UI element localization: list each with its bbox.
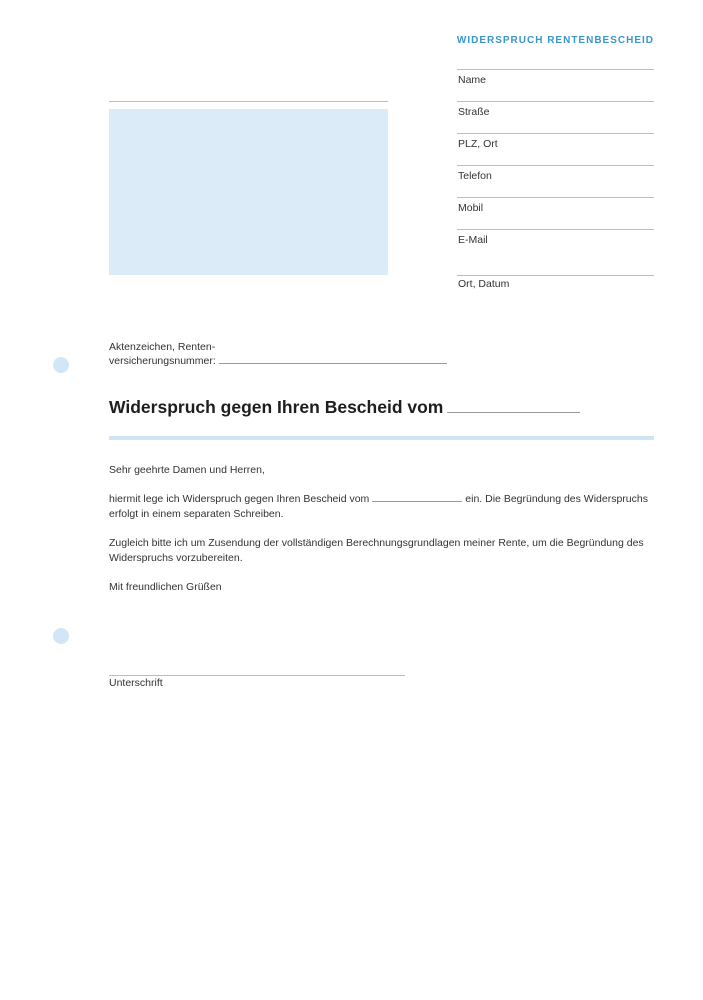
body-paragraph-2: Zugleich bitte ich um Zusendung der vollständigen Berechnungsgrundlagen meiner Rente, um die Begründung des Widerspruchs vorzubereiten. xyxy=(109,537,644,564)
sender-info-block xyxy=(457,69,654,261)
sender-phone-field[interactable] xyxy=(457,165,654,197)
sender-name-field[interactable] xyxy=(457,69,654,101)
document-type-label: WIDERSPRUCH RENTENBESCHEID xyxy=(456,35,654,46)
notice-date-blank[interactable] xyxy=(372,492,462,502)
sender-mobile-label: Mobil xyxy=(458,202,484,214)
title-date-blank[interactable] xyxy=(447,398,580,413)
letter-body xyxy=(109,463,654,609)
sender-street-label: Straße xyxy=(458,106,490,118)
body-paragraph-1 xyxy=(109,492,654,522)
sender-name-label: Name xyxy=(458,74,487,86)
signature-line[interactable] xyxy=(109,675,405,676)
letter-title xyxy=(109,397,580,418)
sender-mobile-field[interactable] xyxy=(457,197,654,229)
place-date-label: Ort, Datum xyxy=(458,278,510,290)
place-date-field[interactable] xyxy=(457,275,654,290)
reference-label-line2: versicherungsnummer: xyxy=(109,355,216,367)
letter-title-text: Widerspruch gegen Ihren Bescheid vom xyxy=(109,397,444,417)
para1-text-after: ein. Die Begründung des Widerspruchs erfolgt in einem separaten Schreiben. xyxy=(109,493,648,520)
sender-phone-label: Telefon xyxy=(458,170,492,182)
recipient-address-window xyxy=(109,109,388,275)
punch-hole-marker-bottom xyxy=(53,628,69,644)
salutation: Sehr geehrte Damen und Herren, xyxy=(109,464,265,476)
para1-text-before: hiermit lege ich Widerspruch gegen Ihren Bescheid vom xyxy=(109,493,370,505)
reference-label-line1: Aktenzeichen, Renten- xyxy=(109,341,216,353)
closing-phrase: Mit freundlichen Grüßen xyxy=(109,581,222,593)
sender-zip-city-field[interactable] xyxy=(457,133,654,165)
reference-number-block xyxy=(109,340,447,368)
recipient-address-line xyxy=(109,101,388,102)
title-divider xyxy=(109,436,654,440)
reference-number-blank[interactable] xyxy=(219,354,447,364)
reference-label-line2-row xyxy=(109,354,447,368)
sender-email-field[interactable] xyxy=(457,229,654,261)
sender-zip-city-label: PLZ, Ort xyxy=(458,138,498,150)
signature-label: Unterschrift xyxy=(109,677,163,689)
punch-hole-marker-top xyxy=(53,357,69,373)
sender-street-field[interactable] xyxy=(457,101,654,133)
sender-email-label: E-Mail xyxy=(458,234,488,246)
